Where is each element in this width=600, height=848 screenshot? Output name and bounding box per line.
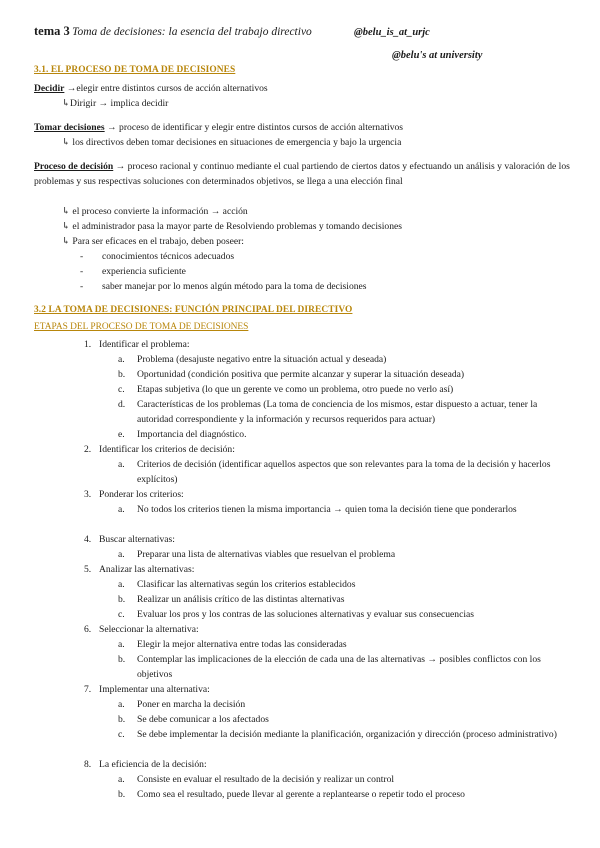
step-title: Identificar el problema: — [99, 339, 190, 350]
item-text: Contemplar las implicaciones de la elección de cada una de las alternativas → posibles conflictos con los objetivos — [137, 654, 541, 680]
term-proceso-decision: Proceso de decisión — [34, 161, 114, 172]
section-2-subheading: ETAPAS DEL PROCESO DE TOMA DE DECISIONES — [34, 322, 249, 332]
dash-marker: - — [80, 266, 84, 277]
step-6-item-b — [118, 652, 541, 680]
item-text: Preparar una lista de alternativas viables que resuelvan el problema — [137, 549, 396, 560]
item-letter: b. — [118, 594, 126, 605]
item-letter: b. — [118, 654, 126, 665]
step-number: 5. — [84, 564, 92, 575]
requirement-text: conocimientos técnicos adecuados — [102, 251, 235, 262]
item-text: Realizar un análisis crítico de las distintas alternativas — [137, 594, 345, 605]
proceso-note-3: ↳ Para ser eficaces en el trabajo, deben poseer: — [62, 236, 244, 247]
item-letter: b. — [118, 789, 126, 800]
document-header — [34, 24, 312, 40]
item-letter: a. — [118, 549, 125, 560]
step-number: 2. — [84, 444, 92, 455]
document-title: Toma de decisiones: la esencia del trabajo directivo — [72, 26, 312, 38]
item-letter: c. — [118, 729, 125, 740]
section-1-heading: 3.1. EL PROCESO DE TOMA DE DECISIONES — [34, 65, 236, 75]
requirement-item — [80, 249, 235, 264]
step-7-item-c — [118, 727, 557, 742]
definition-tomar-decisiones — [34, 120, 403, 135]
author-handle-secondary: @belu's at university — [392, 50, 483, 61]
step-number: 1. — [84, 339, 92, 350]
item-text: Como sea el resultado, puede llevar al gerente a replantearse o repetir todo el proceso — [137, 789, 465, 800]
definition-decidir — [34, 81, 268, 96]
requirement-text: saber manejar por lo menos algún método para la toma de decisiones — [102, 281, 367, 292]
step-1-item-d — [118, 397, 538, 425]
requirement-item — [80, 264, 186, 279]
item-text: No todos los criterios tienen la misma importancia → quien toma la decisión tiene que ponderarlos — [137, 504, 517, 515]
item-text: Problema (desajuste negativo entre la situación actual y deseada) — [137, 354, 387, 365]
item-text: Se debe comunicar a los afectados — [137, 714, 269, 725]
item-text: Características de los problemas (La toma de conciencia de los mismos, estar dispuesto a actuar, tener la autoridad correspondiente y la información y recursos requeridos para actuar) — [137, 399, 538, 425]
item-letter: c. — [118, 384, 125, 395]
author-handle-primary: @belu_is_at_urjc — [354, 27, 430, 38]
step-title: Ponderar los criterios: — [99, 489, 184, 500]
step-2 — [84, 442, 235, 457]
requirement-item — [80, 279, 367, 294]
item-letter: b. — [118, 369, 126, 380]
item-letter: c. — [118, 609, 125, 620]
step-4-item-a — [118, 547, 396, 562]
item-text: Etapas subjetiva (lo que un gerente ve como un problema, otro puede no verlo así) — [137, 384, 454, 395]
step-title: La eficiencia de la decisión: — [99, 759, 207, 770]
step-5-item-c — [118, 607, 475, 622]
tema-number: tema 3 — [34, 24, 70, 38]
definition-decidir-text: →elegir entre distintos cursos de acción alternativos — [66, 83, 268, 94]
step-number: 3. — [84, 489, 92, 500]
step-2-item-a — [118, 457, 551, 485]
term-tomar-decisiones: Tomar decisiones — [34, 122, 105, 133]
step-8-item-b — [118, 787, 465, 802]
item-letter: a. — [118, 504, 125, 515]
step-3 — [84, 487, 184, 502]
step-1-item-c — [118, 382, 454, 397]
step-number: 4. — [84, 534, 92, 545]
item-text: Criterios de decisión (identificar aquellos aspectos que son relevantes para la toma de la decisión y hacerlos explícitos) — [137, 459, 551, 485]
step-8 — [84, 757, 207, 772]
item-text: Poner en marcha la decisión — [137, 699, 246, 710]
step-8-item-a — [118, 772, 395, 787]
step-number: 8. — [84, 759, 92, 770]
step-title: Identificar los criterios de decisión: — [99, 444, 235, 455]
item-letter: b. — [118, 714, 126, 725]
item-letter: a. — [118, 354, 125, 365]
item-letter: a. — [118, 774, 125, 785]
step-title: Buscar alternativas: — [99, 534, 175, 545]
item-text: Evaluar los pros y los contras de las soluciones alternativas y evaluar sus consecuencias — [137, 609, 475, 620]
dash-marker: - — [80, 251, 84, 262]
item-text: Importancia del diagnóstico. — [137, 429, 247, 440]
section-2-heading: 3.2 LA TOMA DE DECISIONES: FUNCIÓN PRINCIPAL DEL DIRECTIVO — [34, 305, 353, 315]
definition-proceso-decision — [34, 159, 570, 189]
step-5-item-a — [118, 577, 356, 592]
proceso-note-2: ↳ el administrador pasa la mayor parte de Resolviendo problemas y tomando decisiones — [62, 221, 402, 232]
item-letter: a. — [118, 579, 125, 590]
decidir-note: ↳Dirigir → implica decidir — [62, 98, 169, 109]
definition-tomar-text: → proceso de identificar y elegir entre distintos cursos de acción alternativos — [107, 122, 404, 133]
item-text: Consiste en evaluar el resultado de la decisión y realizar un control — [137, 774, 395, 785]
step-1-item-b — [118, 367, 465, 382]
item-letter: a. — [118, 459, 125, 470]
item-letter: e. — [118, 429, 125, 440]
term-decidir: Decidir — [34, 83, 65, 94]
requirement-text: experiencia suficiente — [102, 266, 186, 277]
step-6-item-a — [118, 637, 347, 652]
item-text: Oportunidad (condición positiva que permite alcanzar y superar la situación deseada) — [137, 369, 465, 380]
item-letter: a. — [118, 699, 125, 710]
step-number: 7. — [84, 684, 92, 695]
step-1-item-e — [118, 427, 247, 442]
step-7-item-b — [118, 712, 269, 727]
step-4 — [84, 532, 175, 547]
step-3-item-a — [118, 502, 517, 517]
proceso-note-1: ↳ el proceso convierte la información → acción — [62, 206, 248, 217]
step-1 — [84, 337, 190, 352]
step-title: Implementar una alternativa: — [99, 684, 210, 695]
step-1-item-a — [118, 352, 387, 367]
step-6 — [84, 622, 199, 637]
step-5-item-b — [118, 592, 345, 607]
item-text: Se debe implementar la decisión mediante la planificación, organización y dirección (proceso administrativo) — [137, 729, 557, 740]
step-7 — [84, 682, 210, 697]
item-letter: d. — [118, 399, 126, 410]
step-5 — [84, 562, 195, 577]
tomar-decisiones-note: ↳ los directivos deben tomar decisiones en situaciones de emergencia y bajo la urgencia — [62, 137, 402, 148]
item-letter: a. — [118, 639, 125, 650]
item-text: Clasificar las alternativas según los criterios establecidos — [137, 579, 356, 590]
step-title: Analizar las alternativas: — [99, 564, 195, 575]
item-text: Elegir la mejor alternativa entre todas las consideradas — [137, 639, 347, 650]
definition-proceso-text: → proceso racional y continuo mediante el cual partiendo de ciertos datos y efectuando un análisis y valoración de los problemas y sus respectivas soluciones con determinados objetivos, se llega a una elección final — [34, 161, 570, 187]
dash-marker: - — [80, 281, 84, 292]
step-number: 6. — [84, 624, 92, 635]
step-7-item-a — [118, 697, 246, 712]
step-title: Seleccionar la alternativa: — [99, 624, 199, 635]
